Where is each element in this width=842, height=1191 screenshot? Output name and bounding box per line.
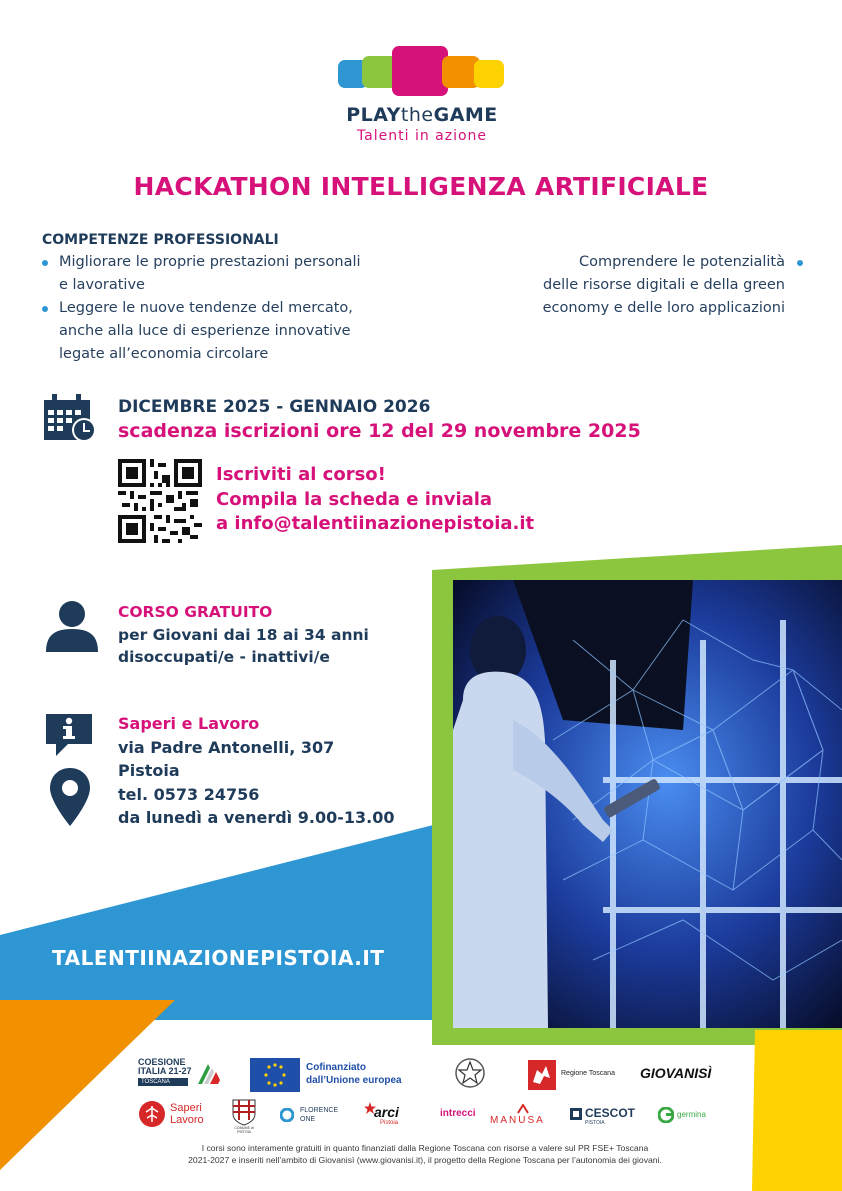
location-pin-icon xyxy=(50,768,90,826)
course-target-age: per Giovani dai 18 ai 34 anni xyxy=(118,626,369,644)
course-free: CORSO GRATUITO xyxy=(118,603,273,621)
course-target-status: disoccupati/e - inattivi/e xyxy=(118,648,330,666)
info-phone[interactable]: tel. 0573 24756 xyxy=(118,785,260,804)
giovanisi-logo: GIOVANISÌ xyxy=(640,1065,712,1081)
coesione-italia-logo: COESIONE ITALIA 21-27 TOSCANA xyxy=(138,1058,224,1094)
brand-tagline: Talenti in azione xyxy=(356,128,488,144)
arci-pistoia-logo: arci Pistoia xyxy=(364,1100,414,1130)
yellow-triangle xyxy=(752,1030,842,1191)
info-address: via Padre Antonelli, 307 xyxy=(118,738,335,757)
qr-code-icon[interactable] xyxy=(118,459,202,543)
info-hours: da lunedì a venerdì 9.00-13.00 xyxy=(118,808,395,827)
skill-item-2: Leggere le nuove tendenze del mercato, anche alla luce di esperienze innovative legate all’economia circolare xyxy=(42,297,353,366)
manusa-logo: MANUSA xyxy=(490,1104,558,1130)
calendar-clock-icon xyxy=(42,394,98,444)
skill-item-1: Migliorare le proprie prestazioni personali e lavorative xyxy=(42,251,361,297)
eu-cofinanced-logo: Cofinanziato dall’Unione europea xyxy=(250,1058,420,1092)
florence-one-logo: FLORENCE ONE xyxy=(280,1106,342,1128)
skills-heading: COMPETENZE PROFESSIONALI xyxy=(42,232,279,248)
page-title: HACKATHON INTELLIGENZA ARTIFICIALE xyxy=(133,172,709,201)
italian-republic-emblem-icon xyxy=(455,1056,485,1090)
signup-email-link[interactable]: a info@talentiinazionepistoia.it xyxy=(216,513,535,534)
funding-disclaimer: I corsi sono interamente gratuiti in quanto finanziati dalla Regione Toscana con risorse a valere sul PR FSE+ Toscana 2021-2027 e inseriti nell’ambito di Giovanisì (www.giovanisi.it), il progetto della Regione Toscana per l’autonomia dei giovani. xyxy=(188,1143,662,1165)
intrecci-logo: intrecci xyxy=(440,1108,476,1119)
play-the-game-logo xyxy=(334,44,510,148)
signup-line-1: Iscriviti al corso! xyxy=(216,464,386,485)
website-url[interactable]: TALENTIINAZIONEPISTOIA.IT xyxy=(52,946,385,970)
course-dates: DICEMBRE 2025 - GENNAIO 2026 xyxy=(118,397,431,417)
cescot-pistoia-logo: CESCOT PISTOIA xyxy=(570,1106,640,1130)
signup-deadline: scadenza iscrizioni ore 12 del 29 novembre 2025 xyxy=(118,420,641,442)
saperi-lavoro-logo: Saperi Lavoro xyxy=(138,1100,218,1130)
signup-line-2: Compila la scheda e inviala xyxy=(216,489,493,510)
germina-logo: germina xyxy=(658,1106,714,1128)
regione-toscana-logo: Regione Toscana xyxy=(528,1060,618,1090)
person-icon xyxy=(44,600,100,652)
info-icon xyxy=(44,712,94,758)
info-city: Pistoia xyxy=(118,761,180,780)
skill-item-3: Comprendere le potenzialità delle risorse digitali e della green economy e delle loro applicazioni xyxy=(460,251,805,320)
ai-woman-photo xyxy=(453,580,842,1028)
brand-name: PLAYtheGAME xyxy=(346,104,498,126)
info-org: Saperi e Lavoro xyxy=(118,714,260,733)
comune-pistoia-logo: COMUNE di PISTOIA xyxy=(228,1098,260,1134)
blue-band xyxy=(0,820,453,1020)
